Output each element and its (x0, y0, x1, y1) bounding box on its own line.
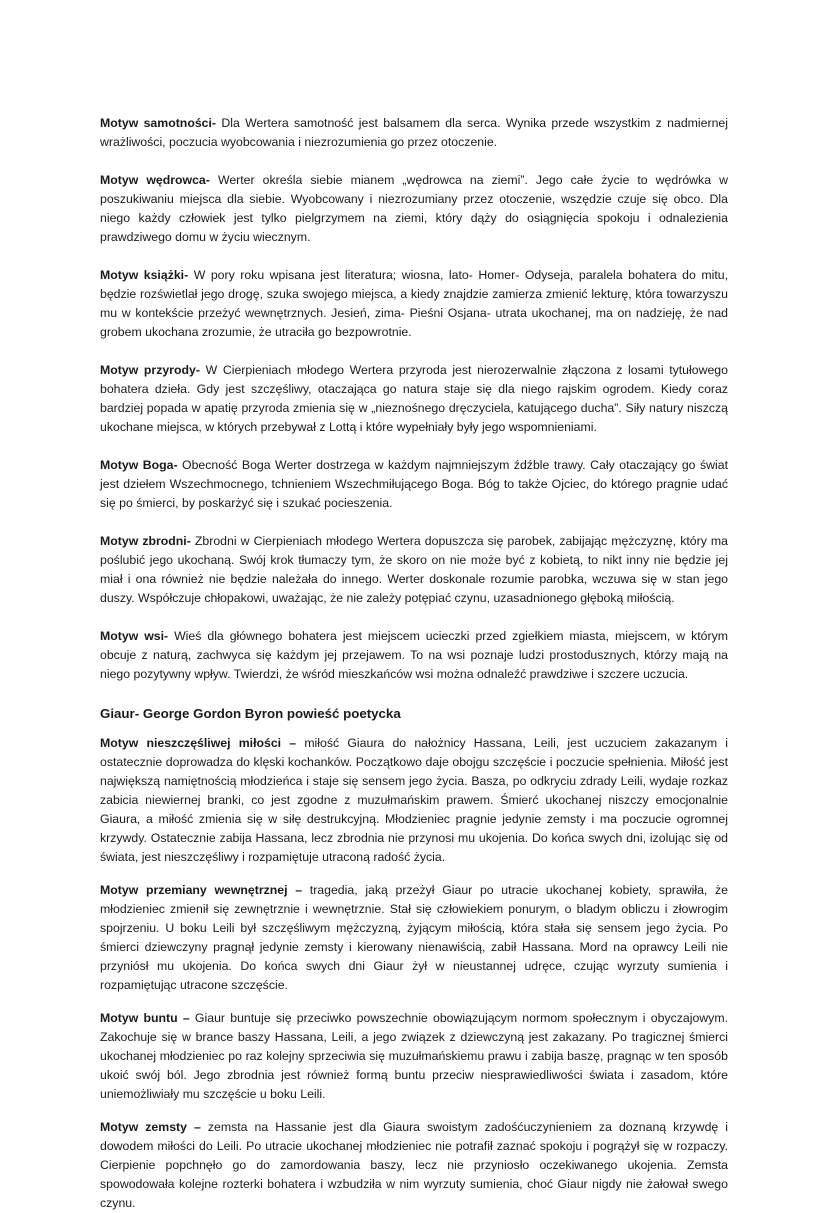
motif-term: Motyw Boga- (100, 458, 178, 472)
paragraph-motyw-wedrowca (100, 171, 728, 247)
paragraph-motyw-zemsty (100, 1118, 728, 1213)
giaur-motifs-section (100, 734, 728, 1213)
paragraph-motyw-przemiany-wewnetrznej (100, 881, 728, 995)
section-heading-giaur (100, 704, 728, 724)
werter-motifs-section (100, 114, 728, 684)
motif-text: miłość Giaura do nałożnicy Hassana, Leili, jest uczuciem zakazanym i ostatecznie doprowadza do klęski kochanków. Początkowo daje obojgu szczęście i poczucie spełnienia. Miłość jest największą namiętnością młodzieńca i staje się sensem jego życia. Basza, po odkryciu zdrady Leili, wydaje rozkaz zabicia niewiernej branki, co jest zgodne z muzułmańskim prawem. Śmierć ukochanej niszczy emocjonalnie Giaura, a miłość zmienia się w siłę destrukcyjną. Młodzieniec pragnie jedynie zemsty i ma poczucie ogromnej krzywdy. Ostatecznie zabija Hassana, lecz zbrodnia nie przynosi mu ukojenia. Do końca swych dni, izolując się od świata, jest nieszczęśliwy i rozpamiętuje utraconą radość życia. (100, 736, 728, 864)
heading-title: Giaur- George Gordon Byron (100, 706, 284, 721)
motif-term: Motyw książki- (100, 268, 189, 282)
motif-term: Motyw nieszczęśliwej miłości – (100, 736, 297, 750)
paragraph-motyw-zbrodni (100, 532, 728, 608)
motif-text: W Cierpieniach młodego Wertera przyroda jest nierozerwalnie złączona z losami tytułowego bohatera dzieła. Gdy jest szczęśliwy, otaczająca go natura staje się dla niego rajskim ogrodem. Kiedy coraz bardziej popada w apatię przyroda zmienia się w „nieznośnego dręczyciela, katującego ducha”. Siły natury niszczą ukochane miejsca, w których przebywał z Lottą i które wypełniały były jego wspomnieniami. (100, 363, 728, 434)
motif-text: Zbrodni w Cierpieniach młodego Wertera dopuszcza się parobek, zabijając mężczyznę, który ma poślubić jego ukochaną. Swój krok tłumaczy tym, że skoro on nie może być z kobietą, to nikt inny nie będzie jej miał i ona również nie będzie należała do innego. Werter doskonale rozumie parobka, wczuwa się w stan jego duszy. Współczuje chłopakowi, uważając, że nie zależy potępiać czynu, uzasadnionego głęboką miłością. (100, 534, 728, 605)
motif-text: zemsta na Hassanie jest dla Giaura swoistym zadośćuczynieniem za doznaną krzywdę i dowodem miłości do Leili. Po utracie ukochanej młodzieniec nie potrafił zaznać spokoju i pogrążył się w rozpaczy. Cierpienie popchnęło go do zamordowania baszy, lecz nie przyniosło oczekiwanego ukojenia. Zemsta spowodowała kolejne rozterki bohatera i wzbudziła w nim wyrzuty sumienia, choć Giaur nigdy nie żałował swego czynu. (100, 1120, 728, 1210)
motif-text: Obecność Boga Werter dostrzega w każdym najmniejszym źdźble trawy. Cały otaczający go świat jest dziełem Wszechmocnego, tchnieniem Wszechmiłującego Boga. Bóg to także Ojciec, do którego pragnie udać się po śmierci, by poskarżyć się i szukać pocieszenia. (100, 458, 728, 510)
motif-text: Giaur buntuje się przeciwko powszechnie obowiązującym normom społecznym i obyczajowym. Zakochuje się w brance baszy Hassana, Leili, a jego związek z dziewczyną jest zakazany. Po tragicznej śmierci ukochanej młodzieniec po raz kolejny sprzeciwia się muzułmańskiemu prawu i zabija baszę, pragnąc w ten sposób ukoić swój ból. Jego zbrodnia jest również formą buntu przeciw niesprawiedliwości świata i zasadom, które uniemożliwiały mu szczęście u boku Leili. (100, 1011, 728, 1101)
motif-term: Motyw przemiany wewnętrznej – (100, 883, 303, 897)
motif-text: Dla Wertera samotność jest balsamem dla serca. Wynika przede wszystkim z nadmiernej wrażliwości, poczucia wyobcowania i niezrozumienia go przez otoczenie. (100, 116, 728, 149)
paragraph-motyw-wsi (100, 627, 728, 684)
motif-term: Motyw zbrodni- (100, 534, 191, 548)
motif-text: tragedia, jaką przeżył Giaur po utracie ukochanej kobiety, sprawiła, że młodzieniec zmienił się zewnętrznie i wewnętrznie. Stał się człowiekiem ponurym, o bladym obliczu i złowrogim spojrzeniu. U boku Leili był szczęśliwym mężczyzną, żyjącym miłością, która stała się sensem jego życia. Po śmierci dziewczyny pragnął jedynie zemsty i kierowany nienawiścią, zabił Hassana. Mord na oprawcy Leili nie przyniósł mu ukojenia. Do końca swych dni Giaur żył w nieustannej udręce, czując wyrzuty sumienia i rozpamiętując utracone szczęście. (100, 883, 728, 992)
heading-subtitle: powieść poetycka (283, 706, 401, 721)
paragraph-motyw-przyrody (100, 361, 728, 437)
motif-text: Wieś dla głównego bohatera jest miejscem ucieczki przed zgiełkiem miasta, miejscem, w którym obcuje z naturą, zachwyca się każdym jej przejawem. To na wsi poznaje ludzi prostodusznych, którzy mają na niego pozytywny wpływ. Twierdzi, że wśród mieszkańców wsi można odnaleźć prawdziwe i szczere uczucia. (100, 629, 728, 681)
paragraph-motyw-samotnosci (100, 114, 728, 152)
paragraph-motyw-boga (100, 456, 728, 513)
paragraph-motyw-ksiazki (100, 266, 728, 342)
motif-term: Motyw buntu – (100, 1011, 190, 1025)
motif-text: Werter określa siebie mianem „wędrowca na ziemi”. Jego całe życie to wędrówka w poszukiwaniu miejsca dla siebie. Wyobcowany i niezrozumiany przez otoczenie, wszędzie czuje się obco. Dla niego każdy człowiek jest tylko pielgrzymem na ziemi, który dąży do osiągnięcia spokoju i odnalezienia prawdziwego domu w życiu wiecznym. (100, 173, 728, 244)
paragraph-motyw-buntu (100, 1009, 728, 1104)
motif-term: Motyw wsi- (100, 629, 169, 643)
paragraph-motyw-nieszczesliwej-milosci (100, 734, 728, 867)
motif-term: Motyw zemsty – (100, 1120, 201, 1134)
motif-text: W pory roku wpisana jest literatura; wiosna, lato- Homer- Odyseja, paralela bohatera do mitu, będzie rozświetlał jego drogę, szuka swojego miejsca, a kiedy znajdzie zamierza zmienić lekturę, która towarzyszu mu w kontekście przeżyć wewnętrznych. Jesień, zima- Pieśni Osjana- utrata ukochanej, ma on nadzieję, że nad grobem ukochana zrozumie, że utraciła go bezpowrotnie. (100, 268, 728, 339)
motif-term: Motyw przyrody- (100, 363, 200, 377)
motif-term: Motyw samotności- (100, 116, 217, 130)
document-page (100, 114, 728, 1213)
motif-term: Motyw wędrowca- (100, 173, 210, 187)
